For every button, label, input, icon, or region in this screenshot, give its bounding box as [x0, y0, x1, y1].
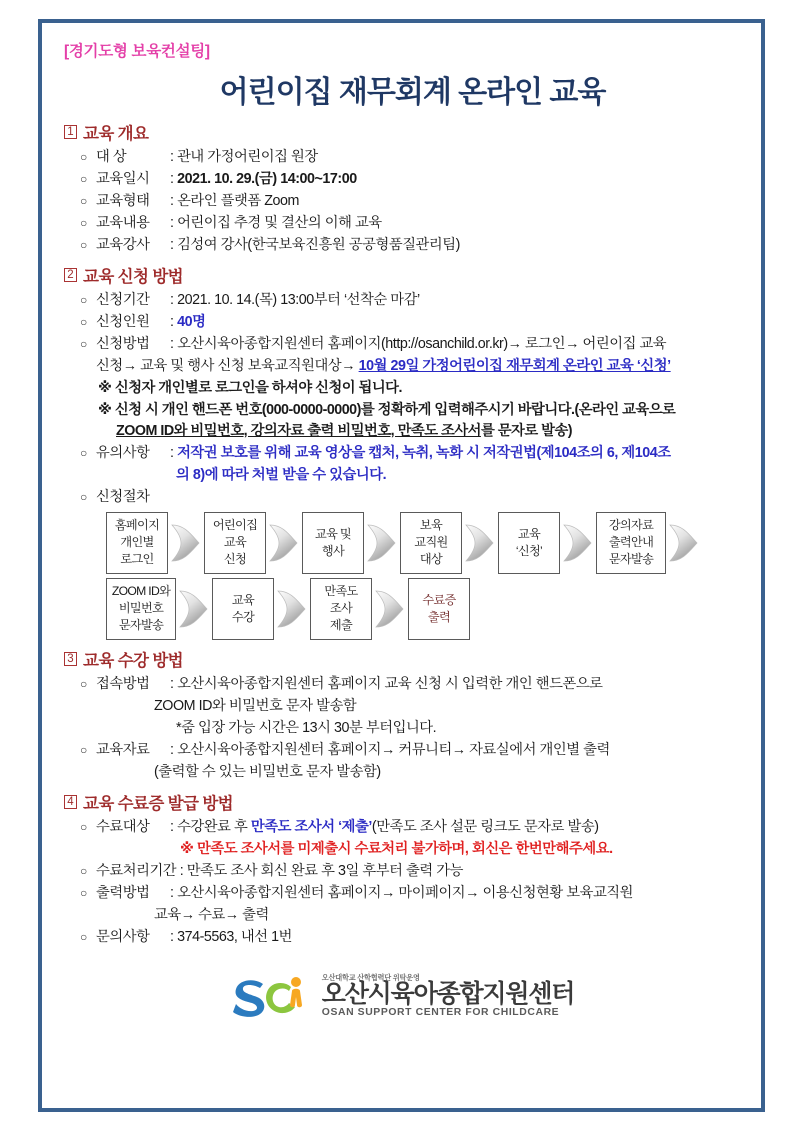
flow-step-line: 비밀번호: [118, 601, 164, 615]
bullet-icon: ○: [80, 929, 87, 944]
list-item: [58, 312, 745, 333]
arrow-right-icon: [274, 583, 310, 635]
flow-chart-row-2: [106, 578, 745, 640]
flow-step-line: 교육: [223, 535, 247, 549]
list-item: [58, 927, 745, 948]
field-separator: :: [170, 884, 174, 901]
list-item: [58, 861, 745, 882]
list-item: [58, 487, 745, 508]
note-line: [58, 378, 745, 400]
flow-step-box: [596, 512, 666, 574]
field-value: 오산시육아종합지원센터 홈페이지 교육 신청 시 입력한 개인 핸드폰으로: [177, 675, 603, 692]
sc-logo-icon: [229, 974, 313, 1020]
survey-warning-text: ※ 만족도 조사서를 미제출시 수료처리 불가하며, 회신은 한번만해주세요.: [180, 840, 613, 857]
field-separator: :: [170, 336, 174, 352]
arrow-right-icon: [666, 517, 702, 569]
zoom-entry-time-note: *줌 입장 가능 시간은 13시 30분 부터입니다.: [176, 719, 437, 736]
arrow-right-icon: [266, 517, 302, 569]
list-item: [58, 191, 745, 212]
list-item: [58, 674, 745, 695]
field-label: 신청인원: [96, 314, 150, 330]
field-label: 교육일시: [96, 171, 150, 187]
field-value: 만족도 조사 회신 완료 후 3일 후부터 출력 가능: [186, 862, 463, 879]
flow-step-box: [106, 578, 176, 640]
bullet-icon: ○: [80, 489, 87, 504]
flow-chart-row-1: [106, 512, 745, 574]
apply-path-line: [58, 356, 745, 377]
section-header-4: [64, 790, 745, 814]
flow-step-box: [400, 512, 462, 574]
field-separator: :: [170, 314, 174, 330]
flow-step-line: 교육: [231, 592, 255, 607]
contact-phone-value: 374-5563, 내선 1번: [177, 928, 293, 945]
flow-step-line: ZOOM ID와: [111, 584, 171, 598]
field-value: 오산시육아종합지원센터 홈페이지(http://osanchild.or.kr)→ 로그인→ 어린이집 교육: [177, 336, 667, 352]
arrow-right-icon: [176, 583, 212, 635]
field-label: 교육강사: [96, 237, 150, 253]
apply-course-link[interactable]: 10월 29일 가정어린이집 재무회계 온라인 교육 ‘신청’: [358, 358, 671, 374]
asterisk-icon: ※: [98, 401, 112, 418]
flow-step-line: 보육: [419, 518, 443, 532]
flow-step-line: 개인별: [120, 535, 154, 549]
list-item: [58, 443, 745, 464]
list-item: [58, 169, 745, 190]
field-value: 관내 가정어린이집 원장: [177, 149, 318, 165]
field-label: 신청방법: [96, 336, 150, 352]
flow-step-box: [204, 512, 266, 574]
document-kicker: [경기도형 보육컨설팅]: [64, 43, 210, 60]
bullet-icon: ○: [80, 819, 87, 834]
field-label: 유의사항: [96, 444, 150, 461]
field-label: 교육내용: [96, 215, 150, 231]
flow-step-box: [310, 578, 372, 640]
flow-step-line: 출력안내: [608, 535, 654, 549]
section-title-3: 교육 수강 방법: [83, 651, 184, 670]
section-header-3: [64, 647, 745, 671]
note-line-continued: [58, 421, 745, 443]
logo-english-name: OSAN SUPPORT CENTER FOR CHILDCARE: [321, 1007, 560, 1019]
flow-step-line: 로그인: [120, 552, 154, 566]
bullet-icon: ○: [80, 216, 87, 230]
flow-step-line: 교직원: [414, 535, 448, 549]
flow-step-line: 신청: [223, 552, 247, 566]
section-number-1: 1: [64, 125, 77, 139]
field-separator: :: [170, 928, 174, 945]
field-separator: :: [170, 292, 174, 308]
field-separator: :: [170, 215, 174, 231]
survey-warning-wrap: [58, 839, 745, 860]
field-value: 2021. 10. 29.(금) 14:00~17:00: [177, 171, 357, 187]
arrow-right-icon: [372, 583, 408, 635]
bullet-icon: ○: [80, 676, 87, 691]
flow-step-line: ‘신청’: [515, 543, 543, 558]
capacity-value: 40명: [177, 314, 206, 330]
field-separator: :: [170, 675, 174, 692]
document-frame: [38, 19, 765, 1112]
access-detail-line: ZOOM ID와 비밀번호 문자 발송함: [154, 697, 357, 714]
bullet-icon: ○: [80, 742, 87, 757]
flow-step-line: 어린이집: [212, 518, 258, 532]
flow-step-line: 대상: [419, 552, 443, 566]
field-label: 교육자료: [96, 741, 150, 758]
field-value: 김성여 강사(한국보육진흥원 공공형품질관리팀): [177, 237, 460, 253]
flow-step-box: [408, 578, 470, 640]
arrow-right-icon: [462, 517, 498, 569]
list-item: [58, 147, 745, 168]
section-title-2: 교육 신청 방법: [83, 268, 184, 286]
note-text: 신청 시 개인 핸드폰 번호(000-0000-0000)를 정확하게 입력해주시기 바랍니다.(온라인 교육으로: [114, 401, 676, 418]
arrow-right-icon: [364, 517, 400, 569]
field-separator: :: [170, 818, 174, 835]
flow-step-line: 홈페이지: [114, 518, 160, 532]
survey-submit-highlight: 만족도 조사서 ‘제출’: [250, 818, 372, 835]
bullet-icon: ○: [80, 445, 87, 460]
field-value: 온라인 플랫폼 Zoom: [177, 193, 300, 209]
section-number-3: 3: [64, 652, 77, 666]
logo-korean-name: 오산시육아종합지원센터: [321, 980, 575, 1009]
caution-line2-wrap: [58, 465, 745, 486]
caution-text-line1: 저작권 보호를 위해 교육 영상을 캡처, 녹취, 녹화 시 저작권법(제104조의 6, 제104조: [177, 444, 671, 461]
note-underlined-text: ZOOM ID와 비밀번호, 강의자료 출력 비밀번호, 만족도 조사서: [116, 423, 481, 439]
bullet-icon: ○: [80, 194, 87, 208]
section-title-4: 교육 수료증 발급 방법: [83, 794, 234, 813]
section-title-1: 교육 개요: [83, 125, 149, 143]
caution-text-line2: 의 8)에 따라 처벌 받을 수 있습니다.: [176, 466, 387, 483]
asterisk-icon: ※: [98, 380, 112, 396]
field-separator: :: [170, 149, 174, 165]
flow-step-line: 행사: [321, 543, 345, 558]
flow-step-line: 수료증: [422, 592, 456, 607]
flow-step-line: 교육: [517, 526, 541, 541]
bullet-icon: ○: [80, 885, 87, 900]
list-item: [58, 235, 745, 256]
bullet-icon: ○: [80, 293, 87, 307]
field-label: 신청기간: [96, 292, 150, 308]
material-password-note: (출력할 수 있는 비밀번호 문자 발송함): [154, 763, 381, 780]
note-line: [58, 400, 745, 422]
flow-step-line: 강의자료: [608, 518, 654, 532]
bullet-icon: ○: [80, 337, 87, 351]
bullet-icon: ○: [80, 172, 87, 186]
field-separator: :: [170, 171, 174, 187]
list-item: [58, 883, 745, 904]
page-title: 어린이집 재무회계 온라인 교육: [219, 76, 606, 109]
logo-subtitle: 오산대학교 산학협력단 위탁운영: [321, 973, 420, 983]
field-value: 2021. 10. 14.(목) 13:00부터 ‘선착순 마감’: [177, 292, 420, 308]
section-number-2: 2: [64, 268, 77, 282]
flow-step-box: [212, 578, 274, 640]
note-text: 신청자 개인별로 로그인을 하셔야 신청이 됩니다.: [114, 380, 402, 396]
field-value: 오산시육아종합지원센터 홈페이지→ 마이페이지→ 이용신청현황 보육교직원: [177, 884, 634, 901]
section-number-4: 4: [64, 795, 77, 809]
field-label: 대 상: [96, 149, 127, 165]
flow-step-line: 수강: [231, 609, 255, 624]
flow-step-box: [106, 512, 168, 574]
note-tail-text: 를 문자로 발송): [480, 423, 573, 439]
section-header-2: [64, 263, 745, 287]
bullet-icon: ○: [80, 863, 87, 878]
field-value: 오산시육아종합지원센터 홈페이지→ 커뮤니티→ 자료실에서 개인별 출력: [177, 741, 610, 758]
apply-path-prefix: 신청→ 교육 및 행사 신청 보육교직원대상→: [96, 358, 359, 374]
organization-logo: [58, 974, 745, 1020]
flow-step-line: 교육 및: [315, 526, 351, 541]
flow-step-box: [498, 512, 560, 574]
list-item: [58, 213, 745, 234]
certificate-post-text: (만족도 조사 설문 링크도 문자로 발송): [371, 818, 599, 835]
certificate-pre-text: 수강완료 후: [177, 818, 251, 835]
flow-step-line: 문자발송: [608, 552, 654, 566]
flow-step-line: 조사: [329, 601, 353, 615]
flow-step-box: [302, 512, 364, 574]
bullet-icon: ○: [80, 238, 87, 252]
arrow-right-icon: [560, 517, 596, 569]
field-separator: :: [170, 193, 174, 209]
field-label: 교육형태: [96, 193, 150, 209]
print-path-continued: 교육→ 수료→ 출력: [154, 906, 269, 923]
list-item: [58, 740, 745, 761]
field-separator: :: [170, 444, 174, 461]
list-item: [58, 817, 745, 838]
flow-step-line: 만족도: [324, 584, 358, 598]
list-item: [58, 290, 745, 311]
arrow-right-icon: [168, 517, 204, 569]
flow-step-line: 제출: [329, 618, 353, 632]
field-value: 어린이집 추경 및 결산의 이해 교육: [177, 215, 382, 231]
bullet-icon: ○: [80, 315, 87, 329]
procedure-label: 신청절차: [96, 488, 150, 505]
flow-step-line: 문자발송: [118, 618, 164, 632]
flow-step-line: 출력: [427, 609, 451, 624]
field-label: 접속방법: [96, 675, 150, 692]
field-label: 수료대상: [96, 818, 150, 835]
field-separator: :: [179, 862, 184, 879]
section-header-1: [64, 120, 745, 144]
list-item: [58, 334, 745, 355]
field-label: 출력방법: [96, 884, 150, 901]
field-separator: :: [170, 237, 174, 253]
field-label: 수료처리기간: [96, 862, 177, 879]
field-label: 문의사항: [96, 928, 150, 945]
field-separator: :: [170, 741, 174, 758]
bullet-icon: ○: [80, 150, 87, 164]
